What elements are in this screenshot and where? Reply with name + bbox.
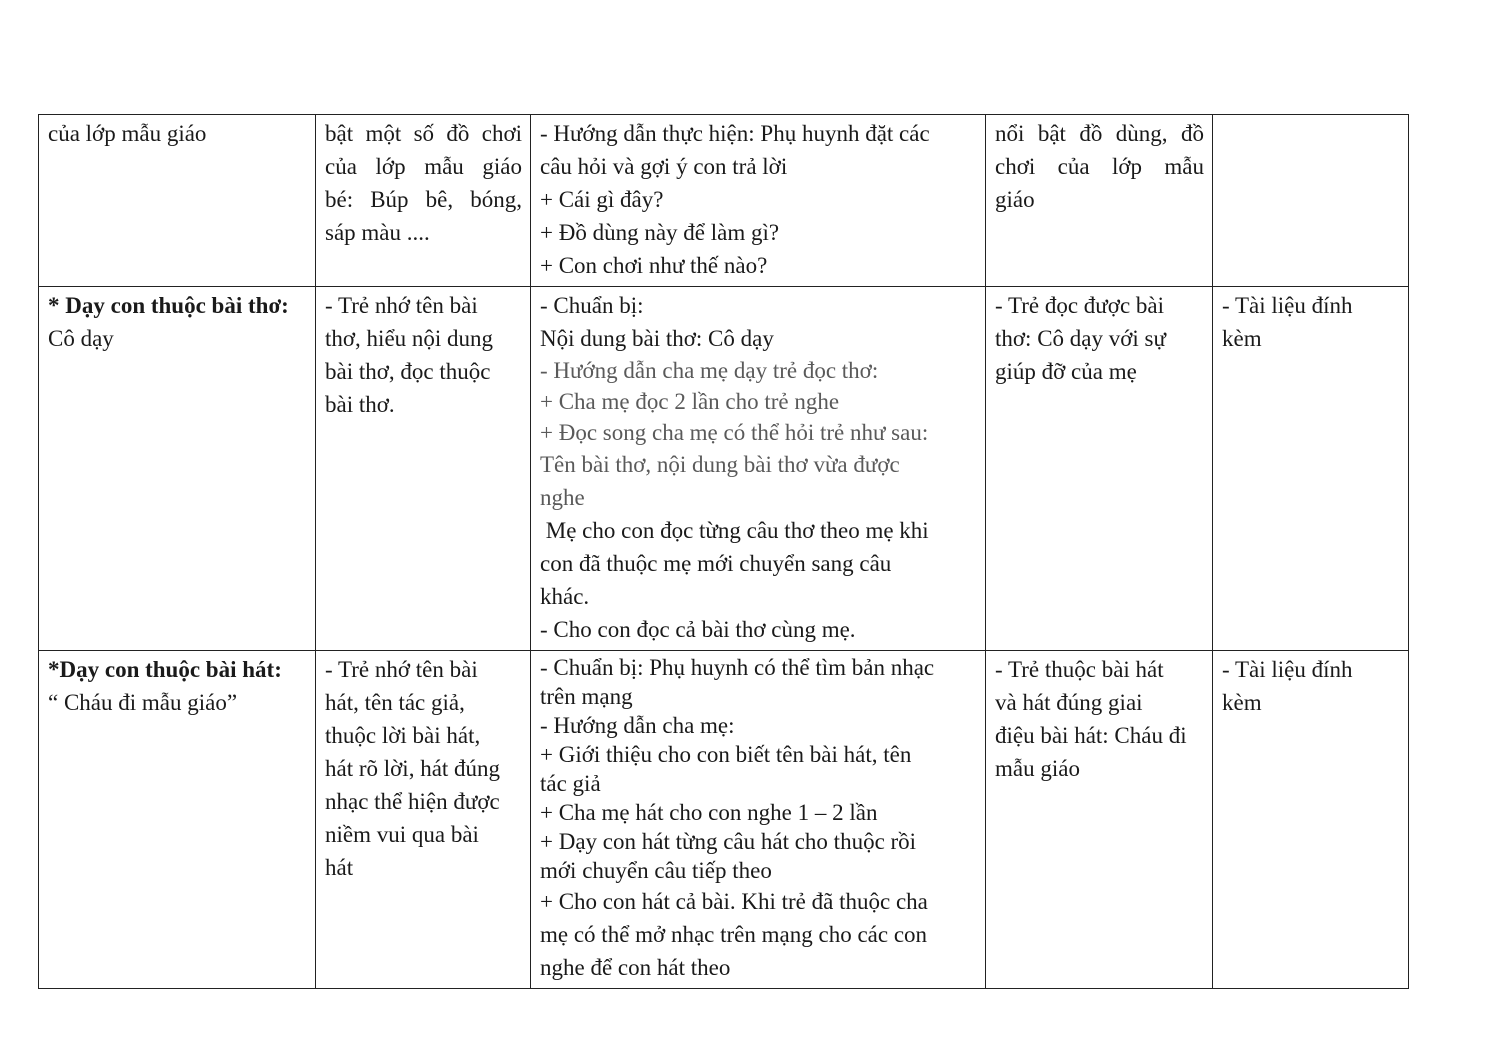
guide-line: Tên bài thơ, nội dung bài thơ vừa được [540,452,900,477]
goal-line: - Trẻ nhớ tên bài [325,657,478,682]
activity-plan-table [38,114,1409,989]
goal-line: bài thơ. [325,392,395,417]
guide-line: + Cha mẹ đọc 2 lần cho trẻ nghe [540,389,840,414]
outcome-line: và hát đúng giai [995,690,1143,715]
guide-line: + Con chơi như thế nào? [540,253,768,278]
guide-line: trên mạng [540,684,633,709]
goal-line: hát rõ lời, hát đúng [325,756,501,781]
activity-cell [39,287,316,651]
goal-line: sáp màu .... [325,220,430,245]
outcome-line: nổi bật đồ dùng, đồ [995,121,1204,146]
guide-line: nghe [540,485,585,510]
guide-line: + Dạy con hát từng câu hát cho thuộc rồi [540,829,917,854]
guide-cell [531,115,986,287]
activity-subtitle: “ Cháu đi mẫu giáo” [48,690,238,715]
activity-title: * Dạy con thuộc bài thơ: [48,293,289,318]
activity-subtitle: Cô dạy [48,326,114,351]
table-row [39,115,1409,287]
material-line: - Tài liệu đính [1222,293,1353,318]
outcome-line: giúp đỡ của mẹ [995,359,1137,384]
guide-line: nghe để con hát theo [540,955,731,980]
guide-line: Mẹ cho con đọc từng câu thơ theo mẹ khi [540,518,929,543]
goal-line: thơ, hiểu nội dung [325,326,494,351]
activity-title: *Dạy con thuộc bài hát: [48,657,282,682]
table-row [39,287,1409,651]
guide-line: + Đồ dùng này để làm gì? [540,220,780,245]
guide-line: + Cha mẹ hát cho con nghe 1 – 2 lần [540,800,878,825]
guide-cell [531,287,986,651]
outcome-line: điệu bài hát: Cháu đi [995,723,1187,748]
goal-cell [316,287,531,651]
guide-content: Nội dung bài thơ: Cô dạy [540,326,774,351]
guide-line: mẹ có thể mở nhạc trên mạng cho các con [540,922,928,947]
guide-line: - Cho con đọc cả bài thơ cùng mẹ. [540,617,856,642]
material-line: - Tài liệu đính [1222,657,1353,682]
material-cell [1213,651,1409,989]
goal-line: thuộc lời bài hát, [325,723,481,748]
guide-line: câu hỏi và gợi ý con trả lời [540,154,788,179]
goal-line: niềm vui qua bài [325,822,479,847]
guide-prep: - Chuẩn bị: [540,293,644,318]
guide-line: - Hướng dẫn thực hiện: Phụ huynh đặt các [540,121,930,146]
goal-line: hát [325,855,354,880]
outcome-line: mẫu giáo [995,756,1080,781]
outcome-cell [986,287,1213,651]
guide-line: - Hướng dẫn cha mẹ dạy trẻ đọc thơ: [540,358,879,383]
outcome-line: giáo [995,187,1035,212]
goal-line: hát, tên tác giả, [325,690,465,715]
goal-line: nhạc thể hiện được [325,789,500,814]
activity-cell [39,115,316,287]
guide-line: mới chuyển câu tiếp theo [540,858,772,883]
guide-line: tác giả [540,771,601,796]
material-line: kèm [1222,690,1262,715]
activity-text: của lớp mẫu giáo [48,121,207,146]
guide-line: con đã thuộc mẹ mới chuyển sang câu [540,551,892,576]
material-cell [1213,287,1409,651]
goal-line: - Trẻ nhớ tên bài [325,293,478,318]
outcome-cell [986,115,1213,287]
outcome-line: thơ: Cô dạy với sự [995,326,1166,351]
outcome-cell [986,651,1213,989]
outcome-line: - Trẻ thuộc bài hát [995,657,1164,682]
guide-line: + Cho con hát cả bài. Khi trẻ đã thuộc cha [540,889,928,914]
table-row [39,651,1409,989]
guide-line: + Đọc song cha mẹ có thể hỏi trẻ như sau: [540,420,929,445]
goal-line: bé: Búp bê, bóng, [325,187,522,212]
material-line: kèm [1222,326,1262,351]
guide-line: - Chuẩn bị: Phụ huynh có thể tìm bản nhạc [540,655,935,680]
material-cell [1213,115,1409,287]
goal-cell [316,651,531,989]
outcome-line: - Trẻ đọc được bài [995,293,1164,318]
activity-cell [39,651,316,989]
goal-line: bài thơ, đọc thuộc [325,359,491,384]
guide-cell [531,651,986,989]
guide-line: + Cái gì đây? [540,187,664,212]
guide-line: + Giới thiệu cho con biết tên bài hát, tên [540,742,912,767]
goal-cell [316,115,531,287]
goal-line: của lớp mẫu giáo [325,154,522,179]
guide-line: khác. [540,584,590,609]
guide-line: - Hướng dẫn cha mẹ: [540,713,735,738]
goal-line: bật một số đồ chơi [325,121,522,146]
outcome-line: chơi của lớp mẫu [995,154,1204,179]
